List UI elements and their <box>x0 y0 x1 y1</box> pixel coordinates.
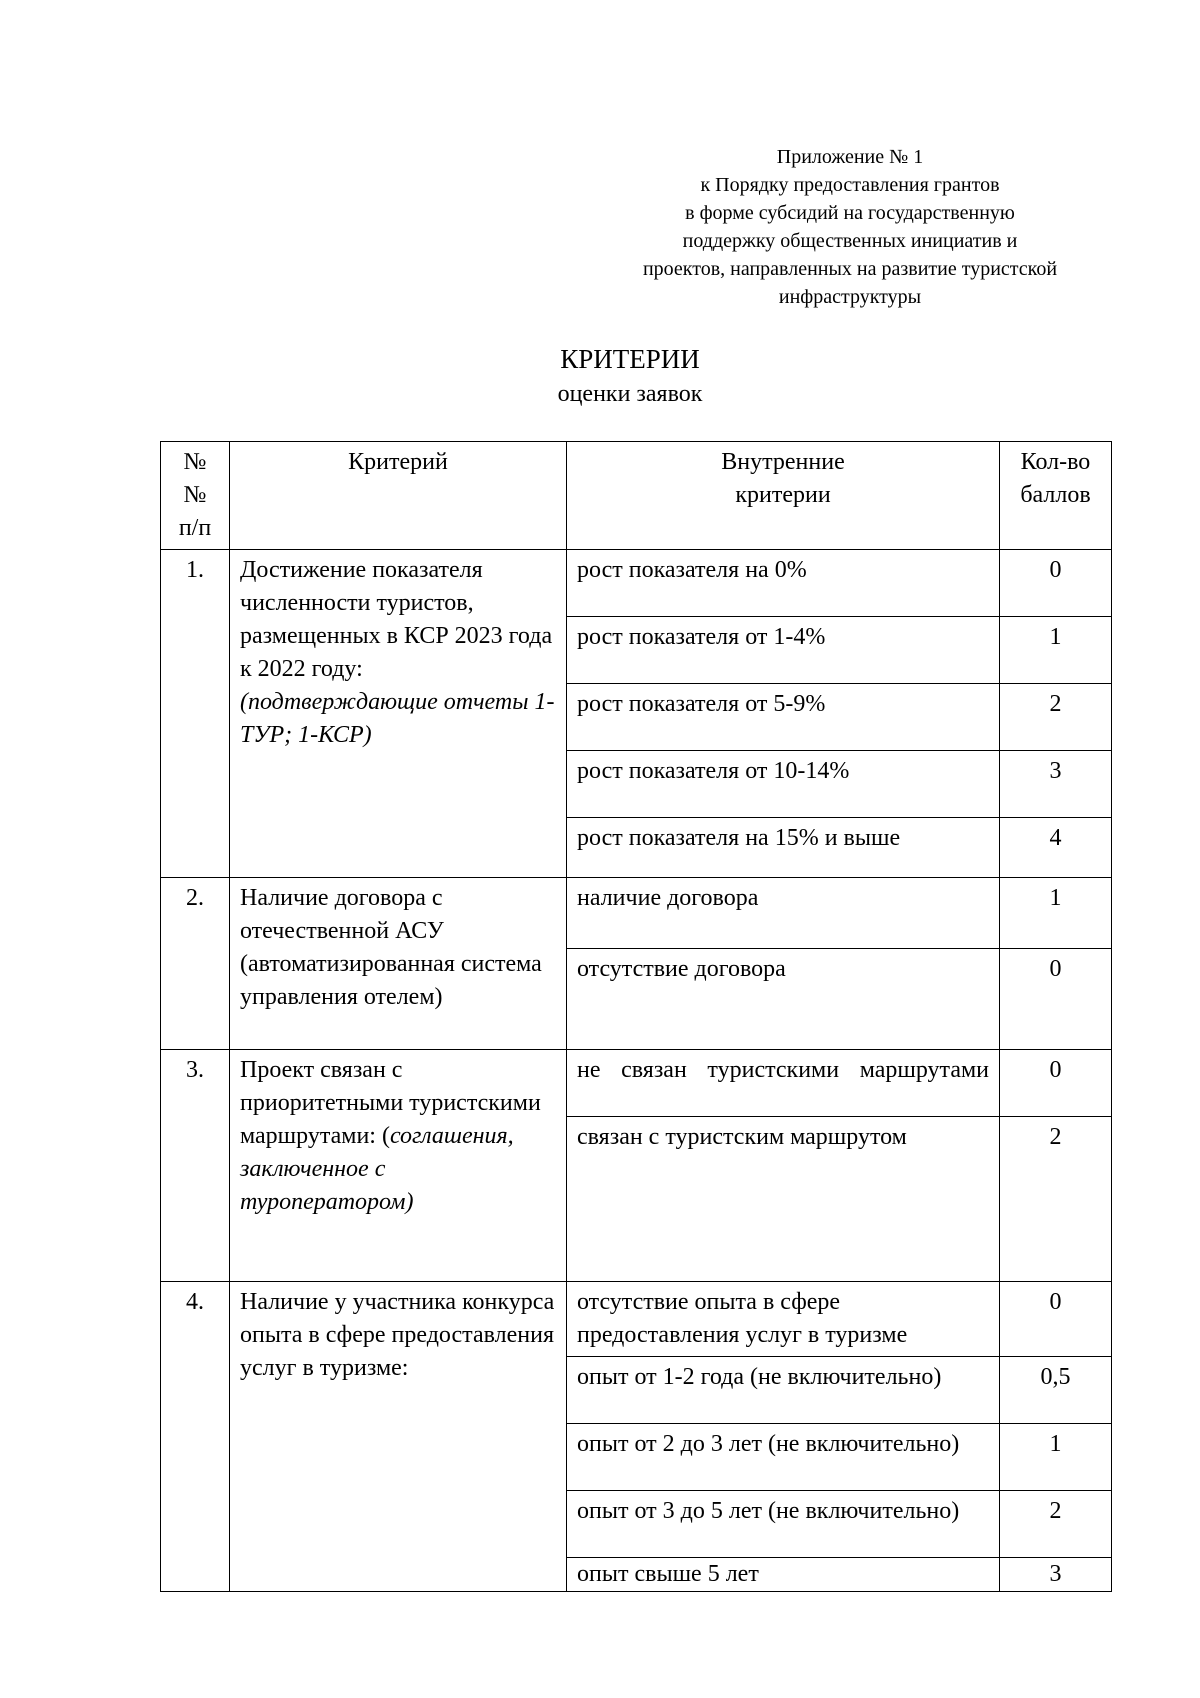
points-value: 0 <box>1000 1282 1112 1357</box>
criterion-cell <box>230 878 567 1050</box>
row-number: 3. <box>161 1050 230 1282</box>
criterion-note-paren: ( <box>381 1123 390 1149</box>
appendix-line: в форме субсидий на государственную <box>685 202 1015 224</box>
table-header-row <box>161 442 1112 550</box>
internal-criterion: опыт от 2 до 3 лет (не включительно) <box>567 1424 1000 1491</box>
internal-criterion: рост показателя от 10-14% <box>567 751 1000 818</box>
criteria-table <box>160 441 1112 1592</box>
table-row <box>161 1050 1112 1117</box>
internal-criterion: опыт от 1-2 года (не включительно) <box>567 1357 1000 1424</box>
points-value: 3 <box>1000 751 1112 818</box>
points-value: 1 <box>1000 617 1112 684</box>
points-value: 0 <box>1000 1050 1112 1117</box>
header-internal-criteria: Внутренние критерии <box>567 442 1000 550</box>
points-value: 0 <box>1000 550 1112 617</box>
criterion-cell <box>230 1050 567 1282</box>
row-number: 4. <box>161 1282 230 1592</box>
internal-criterion: рост показателя от 5-9% <box>567 684 1000 751</box>
criterion-cell <box>230 1282 567 1592</box>
points-value: 1 <box>1000 1424 1112 1491</box>
points-value: 2 <box>1000 1117 1112 1282</box>
table-row <box>161 1282 1112 1357</box>
appendix-line: к Порядку предоставления грантов <box>700 174 1000 196</box>
criterion-text: Наличие у участника конкурса опыта в сфере предоставления услуг в туризме: <box>240 1289 555 1381</box>
points-value: 0,5 <box>1000 1357 1112 1424</box>
appendix-line: проектов, направленных на развитие туристской <box>642 258 1058 280</box>
header-criterion: Критерий <box>230 442 567 550</box>
internal-criterion: отсутствие опыта в сфере предоставления услуг в туризме <box>567 1282 1000 1357</box>
internal-criterion: рост показателя от 1-4% <box>567 617 1000 684</box>
internal-criterion: не связан туристскими маршрутами <box>567 1050 1000 1117</box>
points-value: 2 <box>1000 1491 1112 1558</box>
internal-criterion: рост показателя на 15% и выше <box>567 818 1000 878</box>
appendix-heading <box>580 143 1120 311</box>
appendix-line: инфраструктуры <box>778 286 922 308</box>
header-num: № № п/п <box>161 442 230 550</box>
internal-criterion: связан с туристским маршрутом <box>567 1117 1000 1282</box>
table-row <box>161 878 1112 949</box>
criterion-note: соглашения, заключенное с туроператором) <box>240 1123 514 1215</box>
appendix-line: поддержку общественных инициатив и <box>682 230 1018 252</box>
header-points: Кол-во баллов <box>1000 442 1112 550</box>
table-row <box>161 550 1112 617</box>
internal-criterion: отсутствие договора <box>567 949 1000 1050</box>
points-value: 3 <box>1000 1558 1112 1592</box>
points-value: 0 <box>1000 949 1112 1050</box>
criterion-text: Достижение показателя численности туристов, размещенных в КСР 2023 года к 2022 году: <box>240 557 553 682</box>
points-value: 2 <box>1000 684 1112 751</box>
criterion-text: Наличие договора с отечественной АСУ (автоматизированная система управления отелем) <box>240 885 542 1010</box>
internal-criterion: опыт от 3 до 5 лет (не включительно) <box>567 1491 1000 1558</box>
criterion-note: (подтверждающие отчеты 1-ТУР; 1-КСР) <box>240 689 555 748</box>
row-number: 2. <box>161 878 230 1050</box>
internal-criterion: наличие договора <box>567 878 1000 949</box>
criterion-text: Проект связан с приоритетными туристскими маршрутами: <box>240 1057 541 1149</box>
internal-criterion: опыт свыше 5 лет <box>567 1558 1000 1592</box>
row-number: 1. <box>161 550 230 878</box>
points-value: 1 <box>1000 878 1112 949</box>
criterion-cell <box>230 550 567 878</box>
points-value: 4 <box>1000 818 1112 878</box>
document-subtitle: оценки заявок <box>557 381 703 407</box>
appendix-line: Приложение № 1 <box>776 146 924 168</box>
document-title: КРИТЕРИИ <box>560 344 700 374</box>
internal-criterion: рост показателя на 0% <box>567 550 1000 617</box>
